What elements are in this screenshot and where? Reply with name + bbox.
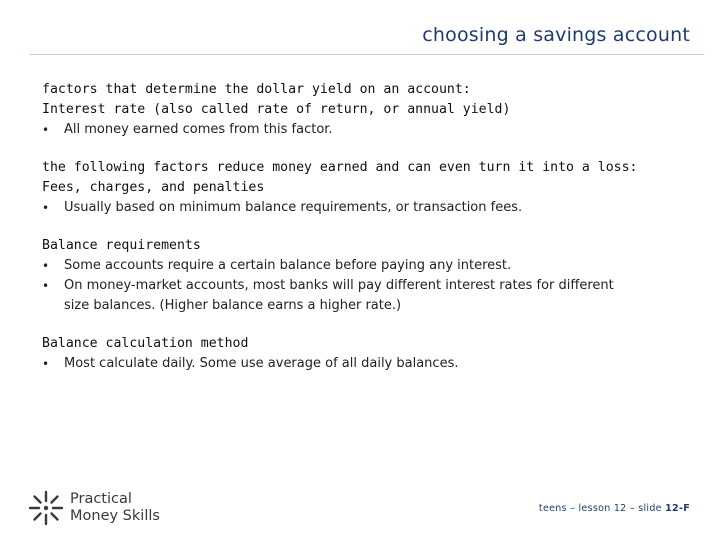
bullet-item xyxy=(42,276,682,316)
section-heading: Balance calculation method xyxy=(42,336,249,351)
bullet-dot-icon: • xyxy=(42,259,50,273)
logo-line-2: Money Skills xyxy=(70,508,160,524)
bullet-text: All money earned comes from this factor. xyxy=(64,122,333,137)
bullet-item xyxy=(42,256,682,276)
bullet-item xyxy=(42,198,682,218)
bullet-text-continued: size balances. (Higher balance earns a higher rate.) xyxy=(64,298,402,313)
bullet-dot-icon: • xyxy=(42,357,50,371)
section-calculation-method xyxy=(42,334,682,374)
bullet-text: On money-market accounts, most banks will pay different interest rates for different xyxy=(64,278,614,293)
logo-wordmark xyxy=(70,491,160,525)
section-heading: factors that determine the dollar yield on an account: xyxy=(42,82,471,97)
sparkle-asterisk-icon xyxy=(26,488,66,528)
section-heading: the following factors reduce money earned and can even turn it into a loss: xyxy=(42,160,638,175)
bullet-text: Some accounts require a certain balance before paying any interest. xyxy=(64,258,512,273)
slide-footer-note xyxy=(539,503,690,514)
slide-body xyxy=(42,80,682,392)
bullet-item xyxy=(42,354,682,374)
section-subheading: Interest rate (also called rate of return, or annual yield) xyxy=(42,102,511,117)
slide-title: choosing a savings account xyxy=(422,24,690,46)
logo-line-1: Practical xyxy=(70,491,132,507)
practical-money-skills-logo xyxy=(26,488,160,528)
section-subheading: Fees, charges, and penalties xyxy=(42,180,265,195)
bullet-text: Usually based on minimum balance requirements, or transaction fees. xyxy=(64,200,523,215)
bullet-dot-icon: • xyxy=(42,279,50,293)
section-dollar-yield xyxy=(42,80,682,140)
bullet-dot-icon: • xyxy=(42,201,50,215)
bullet-dot-icon: • xyxy=(42,123,50,137)
footer-lesson-text: teens – lesson 12 – slide xyxy=(538,503,666,514)
section-reduce-factors xyxy=(42,158,682,218)
title-divider xyxy=(30,54,704,55)
section-heading: Balance requirements xyxy=(42,238,201,253)
footer-slide-number: 12-F xyxy=(665,503,690,514)
bullet-item xyxy=(42,120,682,140)
section-balance-requirements xyxy=(42,236,682,316)
bullet-text: Most calculate daily. Some use average of all daily balances. xyxy=(64,356,459,371)
